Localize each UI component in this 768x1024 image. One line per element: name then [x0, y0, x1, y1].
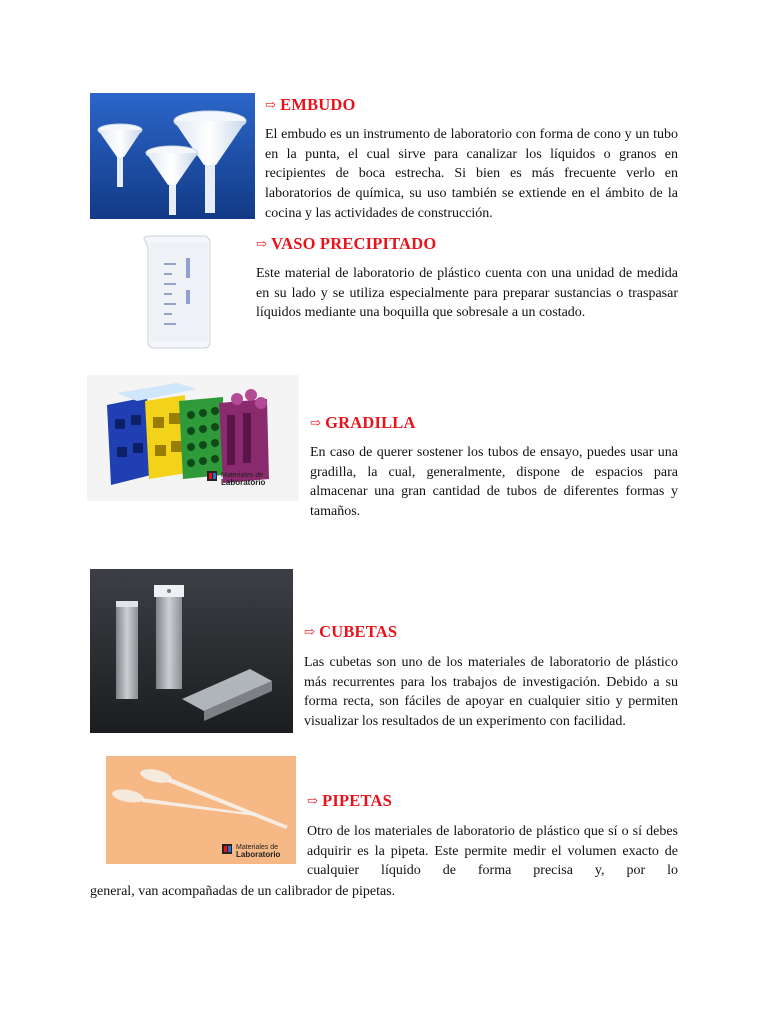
arrow-right-icon: ⇨ [265, 97, 277, 112]
section-text-gradilla: En caso de querer sostener los tubos de ensayo, puedes usar una gradilla, la cual, generalmente, dispone de espacios para almacenar una gran cantidad de tubos de diferentes formas y tamaños. [310, 445, 678, 520]
section-title-vaso: ⇨ VASO PRECIPITADO [256, 234, 437, 253]
section-text-pipetas-tail: general, van acompañadas de un calibrador de pipetas. [90, 884, 396, 899]
arrow-right-icon: ⇨ [310, 415, 322, 430]
section-title-gradilla: ⇨ GRADILLA [310, 413, 416, 432]
section-title-cubetas: ⇨ CUBETAS [304, 622, 398, 641]
arrow-right-icon: ⇨ [304, 624, 316, 639]
section-text-cubetas: Las cubetas son uno de los materiales de laboratorio de plástico más recurrentes para los trabajos de investigación. Debido a su forma recta, son fáciles de apoyar en cualquier sitio y permiten visualizar los resultados de un experimento con facilidad. [304, 655, 678, 730]
section-text-vaso: Este material de laboratorio de plástico cuenta con una unidad de medida en su lado y se utiliza especialmente para preparar sustancias o traspasar líquidos mediante una boquilla que sobresale a un costado. [256, 266, 678, 321]
arrow-right-icon: ⇨ [256, 236, 268, 251]
beaker-image [110, 224, 250, 352]
arrow-right-icon: ⇨ [307, 793, 319, 808]
section-text-embudo: El embudo es un instrumento de laboratorio con forma de cono y un tubo en la punta, el cual sirve para canalizar los líquidos o granos en recipientes de boca estrecha. Si bien es más frecuente verlo en laboratorios de química, su uso también se extiende en el ámbito de la cocina y las actividades de construcción. [265, 127, 678, 221]
cuvettes-image [90, 569, 293, 733]
section-title-pipetas: ⇨ PIPETAS [307, 791, 392, 810]
funnel-image [90, 93, 255, 219]
watermark-line1: Materiales de [221, 472, 264, 479]
watermark-line2: Laboratorio [236, 850, 281, 859]
pipettes-image [106, 756, 296, 864]
test-tube-rack-image [87, 375, 299, 501]
section-title-embudo: ⇨ EMBUDO [265, 95, 356, 114]
section-text-pipetas: Otro de los materiales de laboratorio de plástico que sí o sí debes adquirir es la pipeta. Este permite medir el volumen exacto de cualquier líquido de forma precisa y, por lo [307, 824, 678, 879]
watermark-line1: Materiales de [236, 844, 279, 851]
watermark-line2: Laboratorio [221, 478, 266, 487]
